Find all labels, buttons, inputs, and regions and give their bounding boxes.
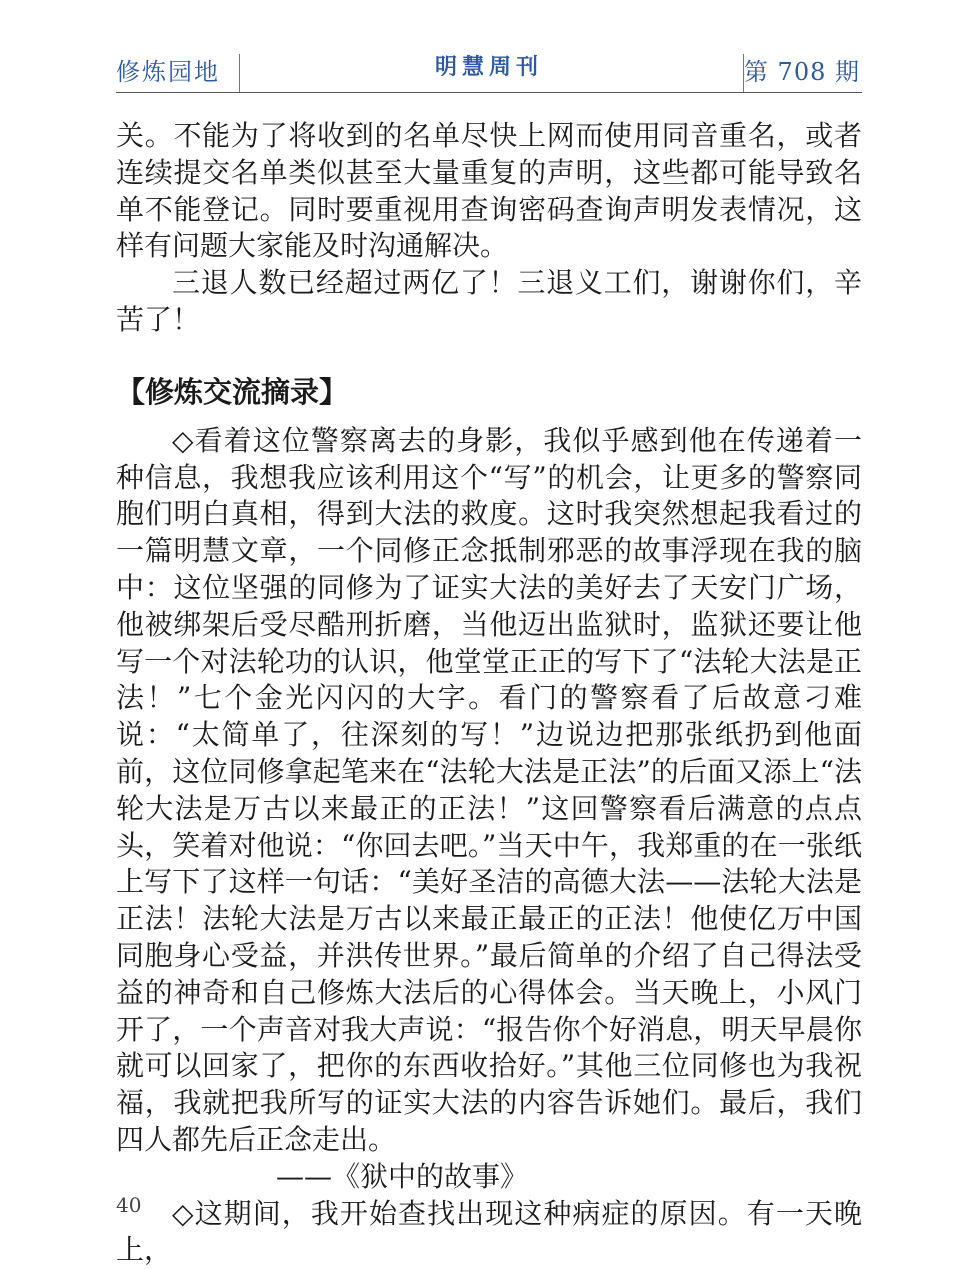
issue-number: 第 708 期 xyxy=(743,58,860,86)
paragraph: ◇看着这位警察离去的身影，我似乎感到他在传递着一种信息，我想我应该利用这个“写”的机会，让更多的警察同胞们明白真相，得到大法的救度。这时我突然想起我看过的一篇明慧文章，一个同修正念抵制邪恶的故事浮现在我的脑中：这位坚强的同修为了证实大法的美好去了天安门广场，他被绑架后受尽酷刑折磨，当他迈出监狱时，监狱还要让他写一个对法轮功的认识，他堂堂正正的写下了“法轮大法是正法！”七个金光闪闪的大字。看门的警察看了后故意刁难说：“太简单了，往深刻的写！”边说边把那张纸扔到他面前，这位同修拿起笔来在“法轮大法是正法”的后面又添上“法轮大法是万古以来最正的正法！”这回警察看后满意的点点头，笑着对他说：“你回去吧。”当天中午，我郑重的在一张纸上写下了这样一句话：“美好圣洁的高德大法——法轮大法是正法！法轮大法是万古以来最正最正的正法！他使亿万中国同胞身心受益，并洪传世界。”最后简单的介绍了自己得法受益的神奇和自己修炼大法后的心得体会。当天晚上，小风门开了，一个声音对我大声说：“报告你个好消息，明天早晨你就可以回家了，把你的东西收拾好。”其他三位同修也为我祝福，我就把我所写的证实大法的内容告诉她们。最后，我们四人都先后正念走出。 xyxy=(116,423,862,1156)
paragraph: 关。不能为了将收到的名单尽快上网而使用同音重名，或者连续提交名单类似甚至大量重复的声明，这些都可能导致名单不能登记。同时要重视用查询密码查询声明发表情况，这样有问题大家能及时沟通解决。 xyxy=(116,119,862,263)
article-source: ——《狱中的故事》 xyxy=(276,1159,529,1193)
page-number: 40 xyxy=(116,1193,142,1217)
publication-title: 明慧周刊 xyxy=(434,55,543,80)
section-name: 修炼园地 xyxy=(116,58,220,86)
page-header xyxy=(116,50,862,90)
article-body xyxy=(116,118,862,1269)
paragraph: ◇这期间，我开始查找出现这种病症的原因。有一天晚上， xyxy=(116,1196,862,1267)
paragraph: 三退人数已经超过两亿了！三退义工们，谢谢你们，辛苦了！ xyxy=(116,266,862,336)
section-heading: 【修炼交流摘录】 xyxy=(116,374,349,409)
header-rule xyxy=(116,92,862,93)
